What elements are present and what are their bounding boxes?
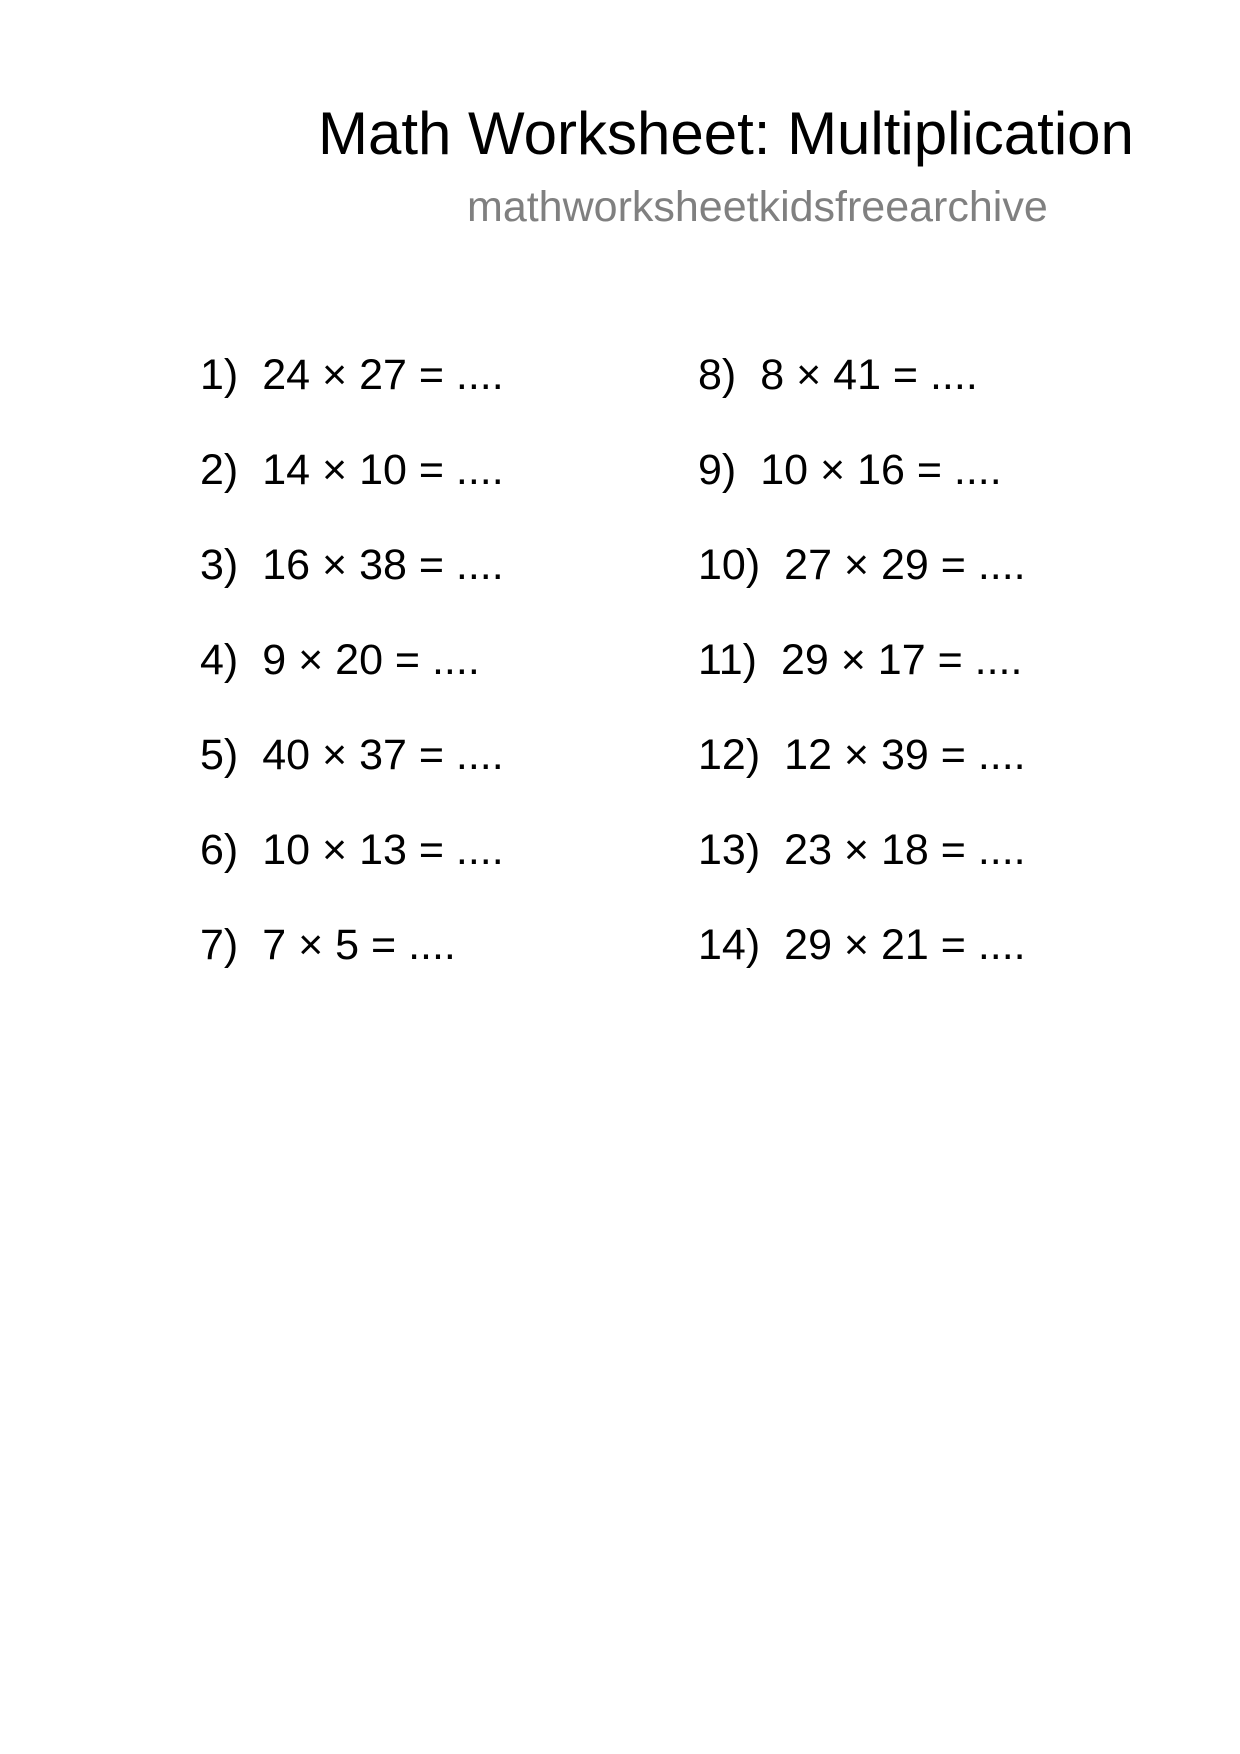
problem-number: 14) bbox=[698, 921, 761, 969]
problem-number: 7) bbox=[200, 921, 239, 969]
problem-expression: 40 × 37 = .... bbox=[262, 731, 504, 779]
problem-item bbox=[200, 819, 660, 914]
problem-expression: 14 × 10 = .... bbox=[262, 446, 504, 494]
problem-number: 5) bbox=[200, 731, 239, 779]
problem-expression: 10 × 16 = .... bbox=[760, 446, 1002, 494]
problem-number: 11) bbox=[698, 636, 757, 684]
problem-expression: 29 × 17 = .... bbox=[780, 636, 1023, 684]
problem-expression: 7 × 5 = .... bbox=[262, 921, 456, 969]
problem-expression: 12 × 39 = .... bbox=[784, 731, 1026, 779]
problem-item bbox=[698, 439, 1158, 534]
problem-item bbox=[698, 819, 1158, 914]
problem-number: 9) bbox=[698, 446, 737, 494]
problem-item bbox=[200, 629, 660, 724]
problem-item bbox=[200, 534, 660, 629]
problem-item bbox=[698, 629, 1158, 724]
problem-number: 13) bbox=[698, 826, 761, 874]
problem-item bbox=[698, 724, 1158, 819]
problem-number: 4) bbox=[200, 636, 239, 684]
problem-number: 10) bbox=[698, 541, 761, 589]
problem-number: 12) bbox=[698, 731, 761, 779]
problem-column-right bbox=[698, 344, 1158, 1009]
problem-number: 1) bbox=[200, 351, 239, 399]
problem-column-left bbox=[200, 344, 660, 1009]
problem-item bbox=[200, 724, 660, 819]
problem-item bbox=[698, 534, 1158, 629]
problem-expression: 10 × 13 = .... bbox=[262, 826, 504, 874]
problem-expression: 9 × 20 = .... bbox=[262, 636, 480, 684]
problem-item bbox=[200, 344, 660, 439]
problem-expression: 16 × 38 = .... bbox=[262, 541, 504, 589]
problem-expression: 23 × 18 = .... bbox=[784, 826, 1026, 874]
problem-number: 8) bbox=[698, 351, 737, 399]
problem-item bbox=[698, 914, 1158, 1009]
problem-item bbox=[200, 914, 660, 1009]
problem-expression: 27 × 29 = .... bbox=[784, 541, 1026, 589]
problem-number: 6) bbox=[200, 826, 239, 874]
problem-expression: 8 × 41 = .... bbox=[760, 351, 978, 399]
problem-item bbox=[200, 439, 660, 534]
problem-item bbox=[698, 344, 1158, 439]
problem-number: 3) bbox=[200, 541, 239, 589]
page-title: Math Worksheet: Multiplication bbox=[318, 100, 1134, 167]
problem-expression: 29 × 21 = .... bbox=[784, 921, 1026, 969]
problem-number: 2) bbox=[200, 446, 239, 494]
page-subtitle: mathworksheetkidsfreearchive bbox=[467, 183, 1048, 231]
problem-expression: 24 × 27 = .... bbox=[262, 351, 504, 399]
